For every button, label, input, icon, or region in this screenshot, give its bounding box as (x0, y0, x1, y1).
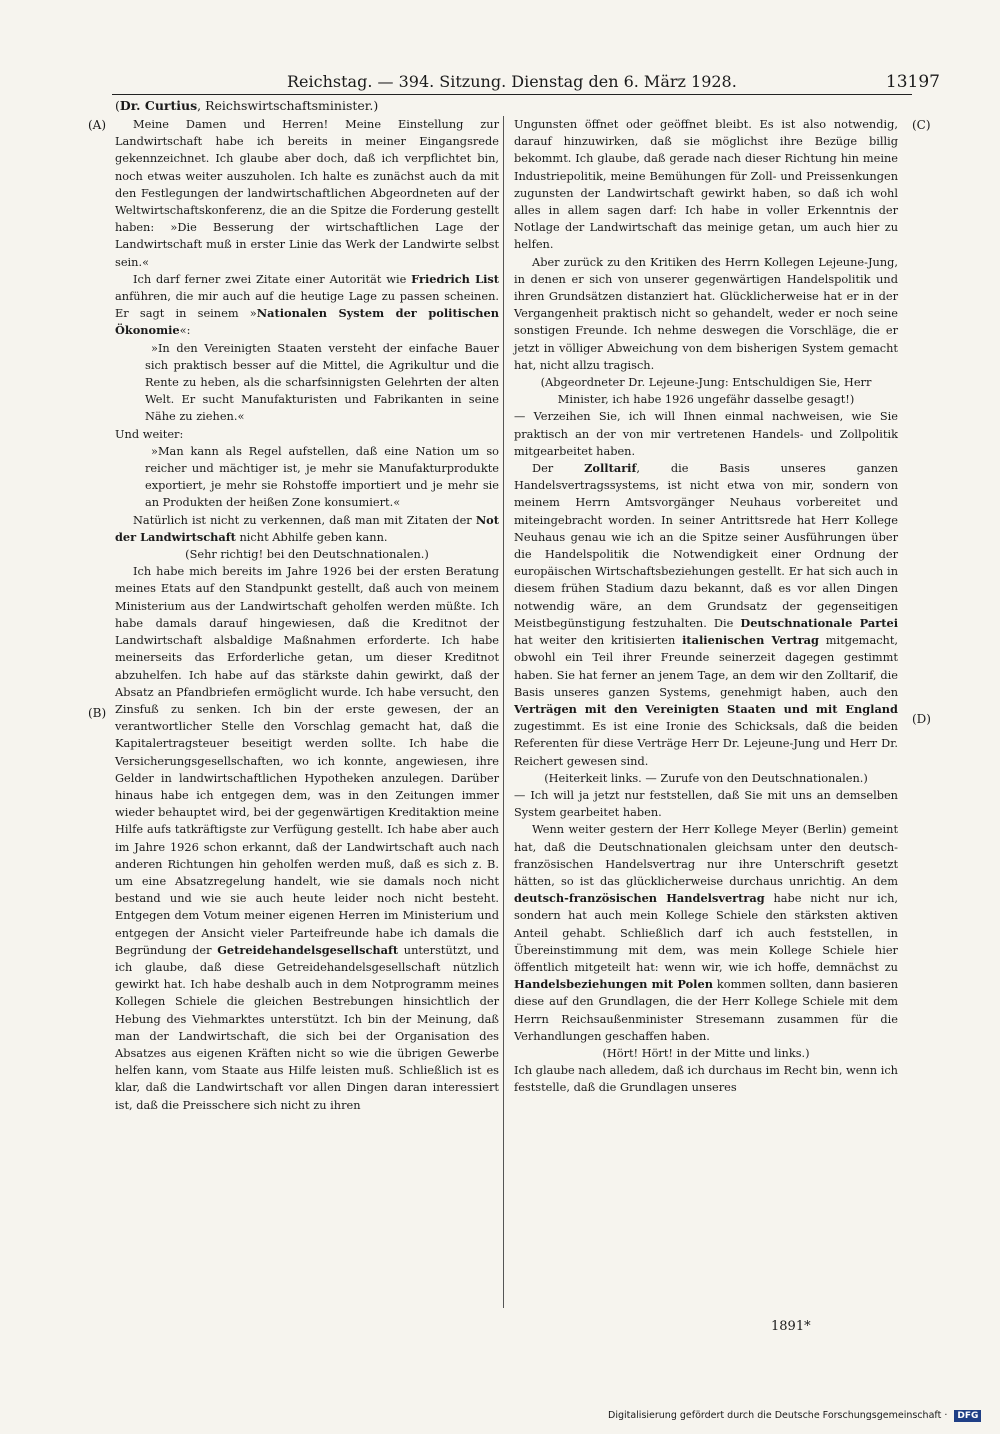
paragraph: Natürlich ist nicht zu verkennen, daß man mit Zitaten der Not der Landwirtschaft nicht Abhilfe geben kann. (115, 512, 499, 544)
running-header (112, 68, 940, 95)
paragraph: Aber zurück zu den Kritiken des Herrn Kollegen Lejeune-Jung, in denen er sich von unserer gegenwärtigen Handelspolitik und ihren Grundsätzen distanziert hat. Glücklicherweise hat er in der Vergangenheit praktisch nicht so gehandelt, weder er noch seine sonstigen Freunde. Ich nehme deswegen die Vorschläge, die er jetzt in völliger Abweichung von dem bisherigen System gemacht hat, nicht allzu tragisch. (514, 254, 898, 372)
paragraph: Ungunsten öffnet oder geöffnet bleibt. Es ist also notwendig, darauf hinzuwirken, daß sie möglichst ihre Bezüge billig bekommt. Ich glaube, daß gerade nach dieser Richtung hin meine Industriepolitik, meine Bemühungen für Zoll- und Preissenkungen zugunsten der Landwirtschaft gewirkt haben, so daß ich wohl alles in allem sagen darf: Ich habe in voller Erkenntnis der Notlage der Landwirtschaft das meinige getan, um auch hier zu helfen. (514, 117, 898, 252)
margin-marker-c: (C) (912, 118, 931, 132)
interjection: (Hört! Hört! in der Mitte und links.) (602, 1045, 810, 1060)
paragraph: Und weiter: (115, 426, 184, 441)
speaker-line: (Dr. Curtius, Reichswirtschaftsminister.) (115, 98, 379, 113)
margin-marker-a: (A) (88, 118, 107, 132)
emphasis: italienischen Vertrag (682, 633, 819, 648)
margin-marker-d: (D) (912, 712, 931, 726)
dfg-logo-icon: DFG (954, 1410, 981, 1422)
emphasis: Getreidehandelsgesellschaft (217, 942, 399, 957)
paragraph: Ich glaube nach alledem, daß ich durchaus im Recht bin, wenn ich feststelle, daß die Grundlagen unseres (514, 1063, 898, 1095)
margin-marker-b: (B) (88, 706, 107, 720)
paragraph: — Ich will ja jetzt nur feststellen, daß Sie mit uns an demselben System gearbeitet haben. (514, 787, 898, 820)
paragraph: Der Zolltarif, die Basis unseres ganzen Handelsvertragssystems, ist nicht etwa von mir, sondern von meinem Herrn Amtsvorgänger Neuhaus vorbereitet und miteingebracht worden. In seiner Antrittsrede hat Herr Kollege Neuhaus genau wie ich an die Spitze seiner Ausführungen über die Handelspolitik die Notwendigkeit einer Ordnung der europäischen Wirtschaftsbeziehungen gestellt. Er hat sich auch in diesem frühen Stadium dazu bekannt, daß es vor allen Dingen notwendig wäre, an dem Grundsatz der gegenseitigen Meistbegünstigung festzuhalten. Die Deutschnationale Partei hat weiter den kritisierten italienischen Vertrag mitgemacht, obwohl ein Teil ihrer Freunde seinerzeit dagegen gestimmt haben. Sie hat ferner an jenem Tage, an dem wir den Zolltarif, die Basis unseres ganzen Systems, genehmigt haben, auch den Verträgen mit den Vereinigten Staaten und mit England zugestimmt. Es ist eine Ironie des Schicksals, daß die beiden Referenten für diese Verträge Herr Dr. Lejeune-Jung und Herr Dr. Reichert gewesen sind. (514, 461, 899, 768)
paragraph: Wenn weiter gestern der Herr Kollege Meyer (Berlin) gemeint hat, daß die Deutschnationalen gleichsam unter den deutsch-französischen Handelsvertrag nur ihre Unterschrift gesetzt hätten, so ist das glücklicherweise durchaus unrichtig. An dem deutsch-französischen Handelsvertrag habe nicht nur ich, sondern hat auch mein Kollege Schiele den stärksten aktiven Anteil gehabt. Schließlich darf ich auch feststellen, in Übereinstimmung mit dem, was mein Kollege Schiele hier öffentlich mitgeteilt hat: wenn wir, wie ich hoffe, demnächst zu Handelsbeziehungen mit Polen kommen sollten, dann basieren diese auf den Grundlagen, die der Herr Kollege Schiele mit dem Herrn Reichsaußenminister Stresemann zusammen für die Verhandlungen geschaffen haben. (514, 822, 899, 1043)
interjection: (Abgeordneter Dr. Lejeune-Jung: Entschuldigen Sie, Herr Minister, ich habe 1926 ungefähr dasselbe gesagt!) (540, 375, 872, 407)
right-column (514, 116, 898, 1097)
folio-number: 1891* (771, 1319, 811, 1334)
speaker-name: Dr. Curtius (119, 98, 198, 113)
emphasis: Nationalen System der politischen Ökonomie (115, 306, 499, 338)
left-column (115, 116, 499, 1114)
interjection: (Heiterkeit links. — Zurufe von den Deutschnationalen.) (544, 770, 868, 785)
block-quote: »In den Vereinigten Staaten versteht der einfache Bauer sich praktisch besser auf die Mittel, die Agrikultur und die Rente zu heben, als die scharfsinnigsten Gelehrten der alten Welt. Er sucht Manufakturisten und Fabrikanten in seine Nähe zu ziehen.« (145, 340, 499, 424)
emphasis: Verträgen mit den Vereinigten Staaten und mit England (514, 701, 898, 716)
footer-credit (608, 1410, 981, 1422)
emphasis: Handelsbeziehungen mit Polen (514, 977, 713, 992)
emphasis: Deutschnationale Partei (740, 615, 899, 630)
interjection: (Sehr richtig! bei den Deutschnationalen.) (185, 547, 429, 562)
emphasis: Not der Landwirtschaft (115, 512, 499, 544)
footer-text: Digitalisierung gefördert durch die Deutsche Forschungsgemeinschaft · (608, 1410, 948, 1421)
emphasis: Zolltarif (584, 461, 637, 476)
paragraph: Ich habe mich bereits im Jahre 1926 bei der ersten Beratung meines Etats auf den Standpunkt gestellt, daß auch von meinem Ministerium aus der Landwirtschaft geholfen werden müßte. Ich habe damals darauf hingewiesen, daß die Kreditnot der Landwirtschaft alsbaldige Maßnahmen erforderte. Ich habe meinerseits das Erforderliche getan, um dieser Kreditnot abzuhelfen. Ich habe auf das stärkste dahin gewirkt, daß der Absatz an Pfandbriefen ermöglicht wurde. Ich habe versucht, den Zinsfuß zu senken. Ich bin der erste gewesen, der an verantwortlicher Stelle den Vorschlag gemacht hat, daß die Kapitalertragsteuer beseitigt werden sollte. Ich habe die Versicherungsgesellschaften, wo ich konnte, angewiesen, ihre Gelder in landwirtschaftlichen Hypotheken anzulegen. Darüber hinaus habe ich entgegen dem, was in den Zeitungen immer wieder behauptet wird, bei der gegenwärtigen Kreditaktion meine Hilfe aufs tatkräftigste zur Verfügung gestellt. Ich habe aber auch im Jahre 1926 schon erkannt, daß der Landwirtschaft auch nach anderen Richtungen hin geholfen werden muß, daß es sich z. B. um eine Absatzregelung handelt, wie sie damals noch nicht bestand und wie sie auch heute leider noch nicht besteht. Entgegen dem Votum meiner eigenen Herren im Ministerium und entgegen der Ansicht vieler Parteifreunde habe ich damals die Begründung der Getreidehandelsgesellschaft unterstützt, und ich glaube, daß diese Getreidehandelsgesellschaft nützlich gewirkt hat. Ich habe deshalb auch in dem Notprogramm meines Kollegen Schiele die gleichen Bestrebungen hinsichtlich der Hebung des Viehmarktes unterstützt. Ich bin der Meinung, daß man der Landwirtschaft, die sich bei der Organisation des Absatzes aus eigenen Kräften nicht so wie die übrigen Gewerbe helfen kann, vom Staate aus Hilfe leisten muß. Schließlich ist es klar, daß die Landwirtschaft vor allen Dingen daran interessiert ist, daß die Preisschere sich nicht zu ihren (115, 564, 499, 1112)
paragraph: Meine Damen und Herren! Meine Einstellung zur Landwirtschaft habe ich bereits in meiner Eingangsrede gekennzeichnet. Ich glaube aber doch, daß ich verpflichtet bin, noch etwas weiter auszuholen. Ich halte es zunächst auch da mit den Festlegungen der landwirtschaftlichen Abgeordneten auf der Weltwirtschaftskonferenz, die an die Spitze die Forderung gestellt haben: »Die Besserung der wirtschaftlichen Lage der Landwirtschaft muß in erster Linie das Werk der Landwirte selbst sein.« (115, 117, 499, 269)
emphasis: deutsch-französischen Handelsvertrag (514, 891, 765, 906)
emphasis: Friedrich List (411, 271, 500, 286)
page-number: 13197 (885, 72, 940, 92)
speaker-role: Reichswirtschaftsminister. (205, 98, 374, 113)
column-divider (503, 116, 504, 1308)
paragraph: Ich darf ferner zwei Zitate einer Autorität wie Friedrich List anführen, die mir auch auf die heutige Lage zu passen scheinen. Er sagt in seinem »Nationalen System der politischen Ökonomie«: (115, 271, 500, 338)
block-quote: »Man kann als Regel aufstellen, daß eine Nation um so reicher und mächtiger ist, je mehr sie Manufakturprodukte exportiert, je mehr sie Rohstoffe importiert und je mehr sie an Produkten der heißen Zone konsumiert.« (145, 443, 499, 510)
header-title: Reichstag. — 394. Sitzung. Dienstag den 6. März 1928. (287, 72, 737, 91)
paragraph: — Verzeihen Sie, ich will Ihnen einmal nachweisen, wie Sie praktisch an der von mir vertretenen Handels- und Zollpolitik mitgearbeitet haben. (514, 409, 898, 458)
